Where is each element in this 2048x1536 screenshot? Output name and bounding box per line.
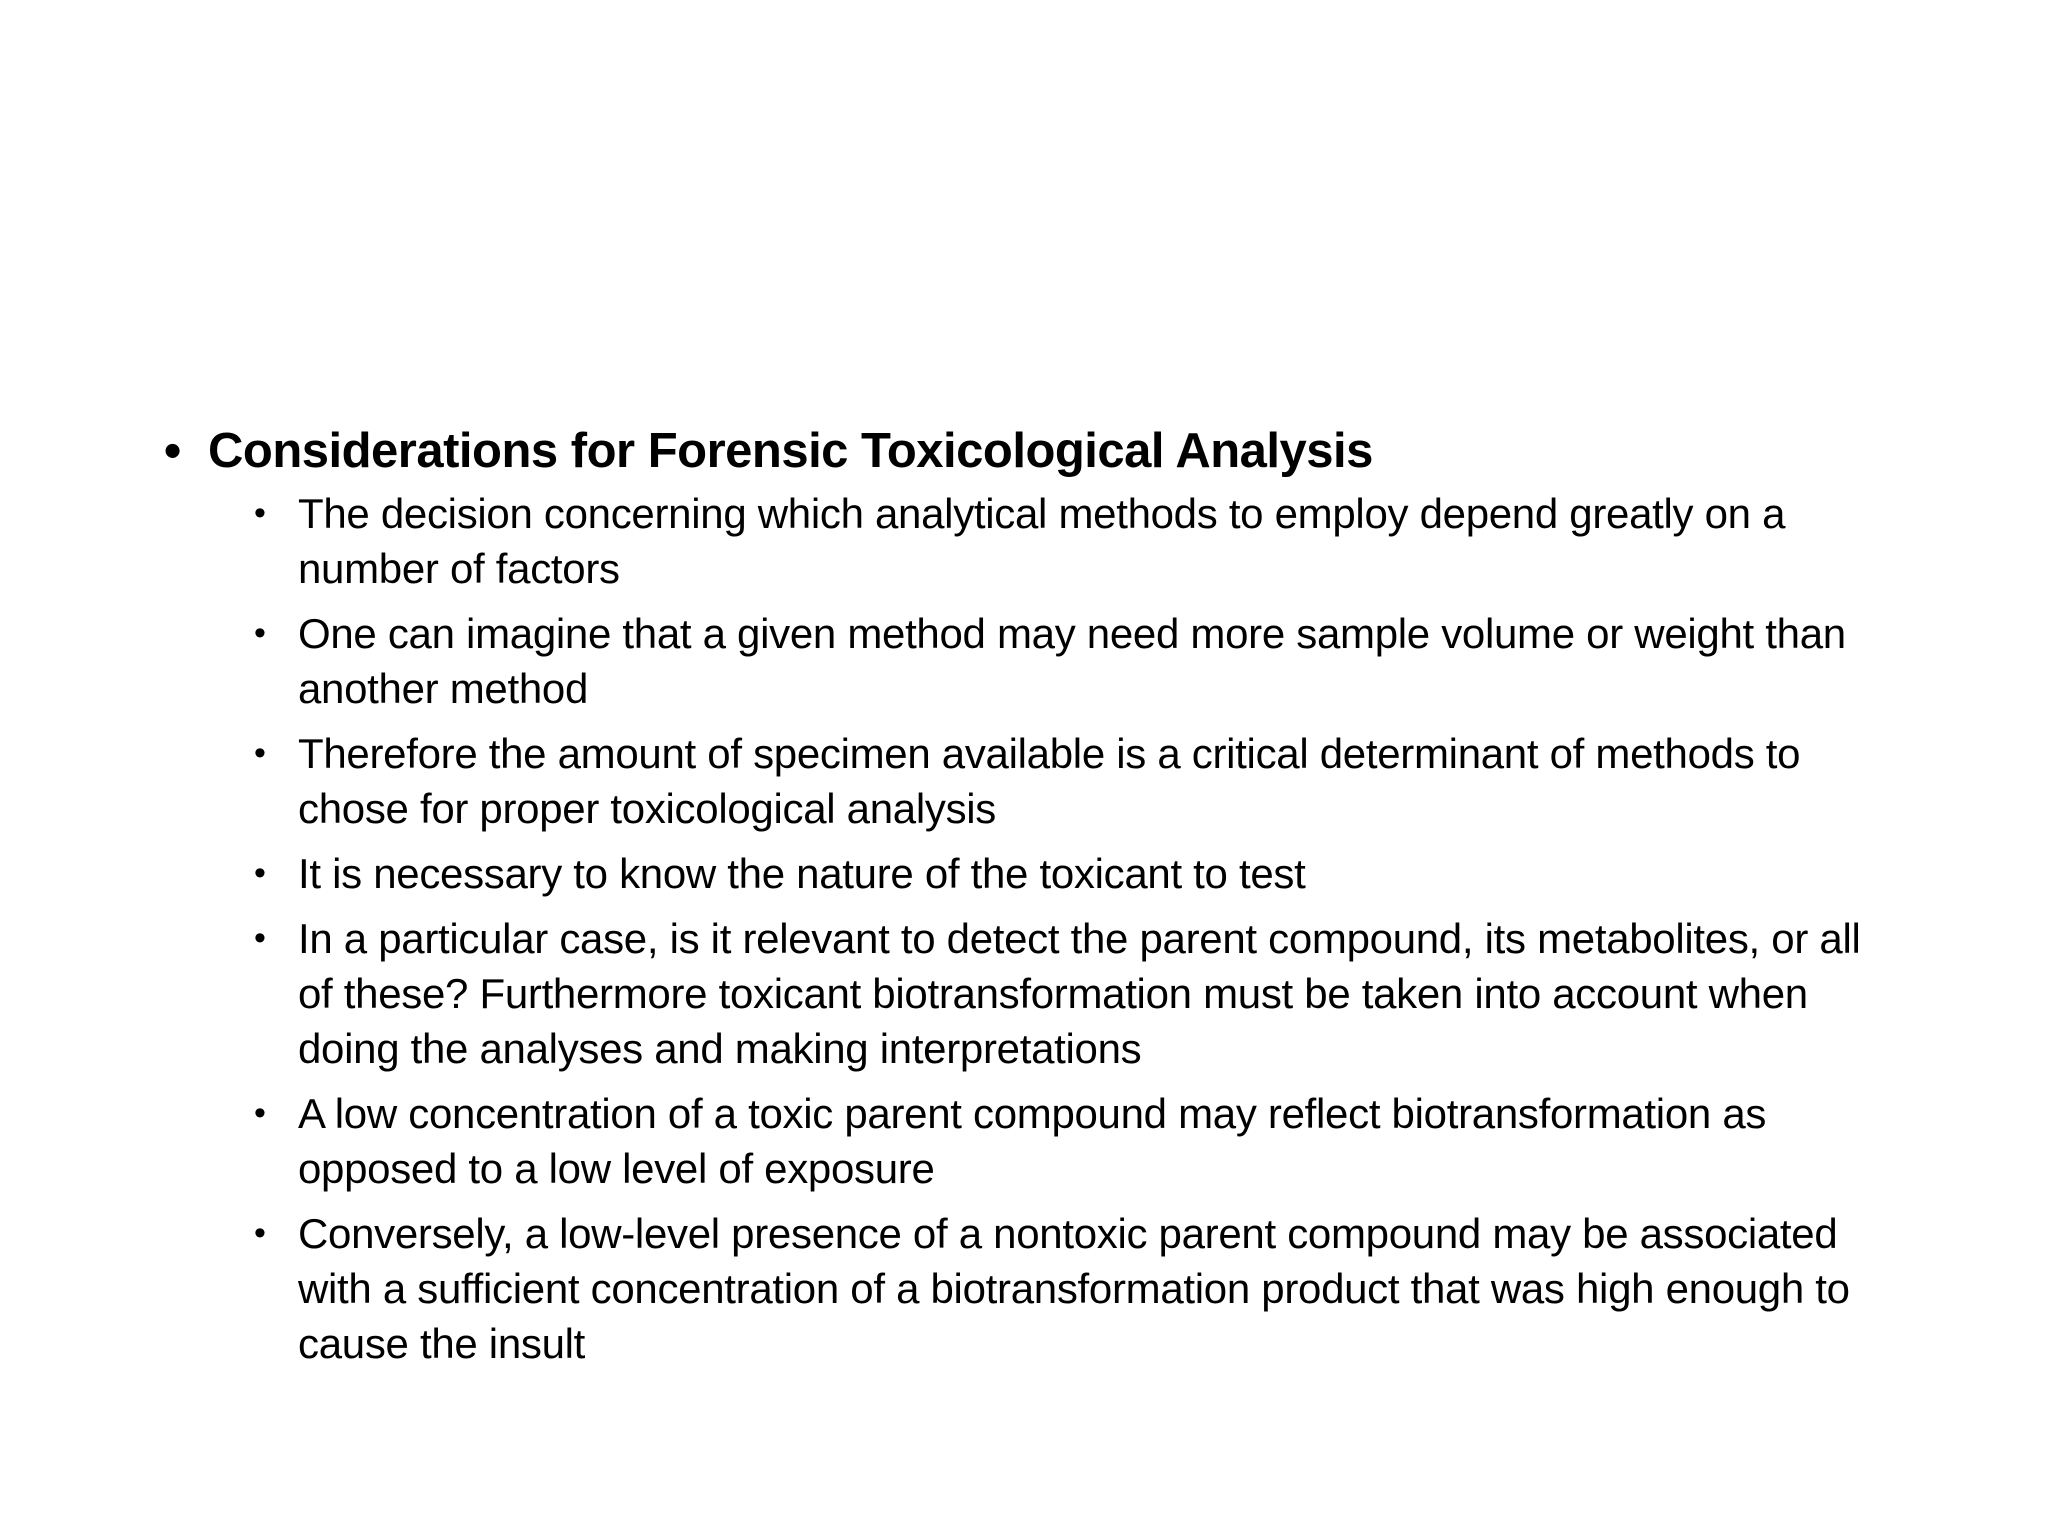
slide-content (160, 420, 1900, 1381)
sub-bullet-list (160, 486, 1900, 1371)
list-item-text: A low concentration of a toxic parent compound may reflect biotransformation as opposed to a low level of exposure (298, 1090, 1767, 1192)
list-item (160, 606, 1900, 716)
list-item (160, 1206, 1900, 1371)
bullet-icon: • (254, 734, 266, 772)
list-item-text: Conversely, a low-level presence of a nontoxic parent compound may be associated with a sufficient concentration of a biotransformation product that was high enough to cause the insult (298, 1210, 1850, 1367)
bullet-icon: • (164, 424, 181, 478)
list-item (160, 486, 1900, 596)
bullet-icon: • (254, 854, 266, 892)
list-item (160, 726, 1900, 836)
list-item-text: In a particular case, is it relevant to detect the parent compound, its metabolites, or all of these? Furthermore toxicant biotransformation must be taken into account when doing the analyses and making interpretations (298, 915, 1861, 1072)
bullet-icon: • (254, 614, 266, 652)
list-item (160, 1086, 1900, 1196)
bullet-icon: • (254, 494, 266, 532)
list-item-text: Therefore the amount of specimen available is a critical determinant of methods to chose for proper toxicological analysis (298, 730, 1801, 832)
list-item-text: It is necessary to know the nature of the toxicant to test (298, 850, 1306, 897)
heading-bullet-item (160, 420, 1900, 482)
slide-heading: Considerations for Forensic Toxicological Analysis (208, 424, 1373, 478)
list-item (160, 911, 1900, 1076)
bullet-icon: • (254, 919, 266, 957)
bullet-icon: • (254, 1214, 266, 1252)
list-item-text: One can imagine that a given method may need more sample volume or weight than another method (298, 610, 1846, 712)
list-item (160, 846, 1900, 901)
bullet-icon: • (254, 1094, 266, 1132)
list-item-text: The decision concerning which analytical methods to employ depend greatly on a number of factors (298, 490, 1786, 592)
